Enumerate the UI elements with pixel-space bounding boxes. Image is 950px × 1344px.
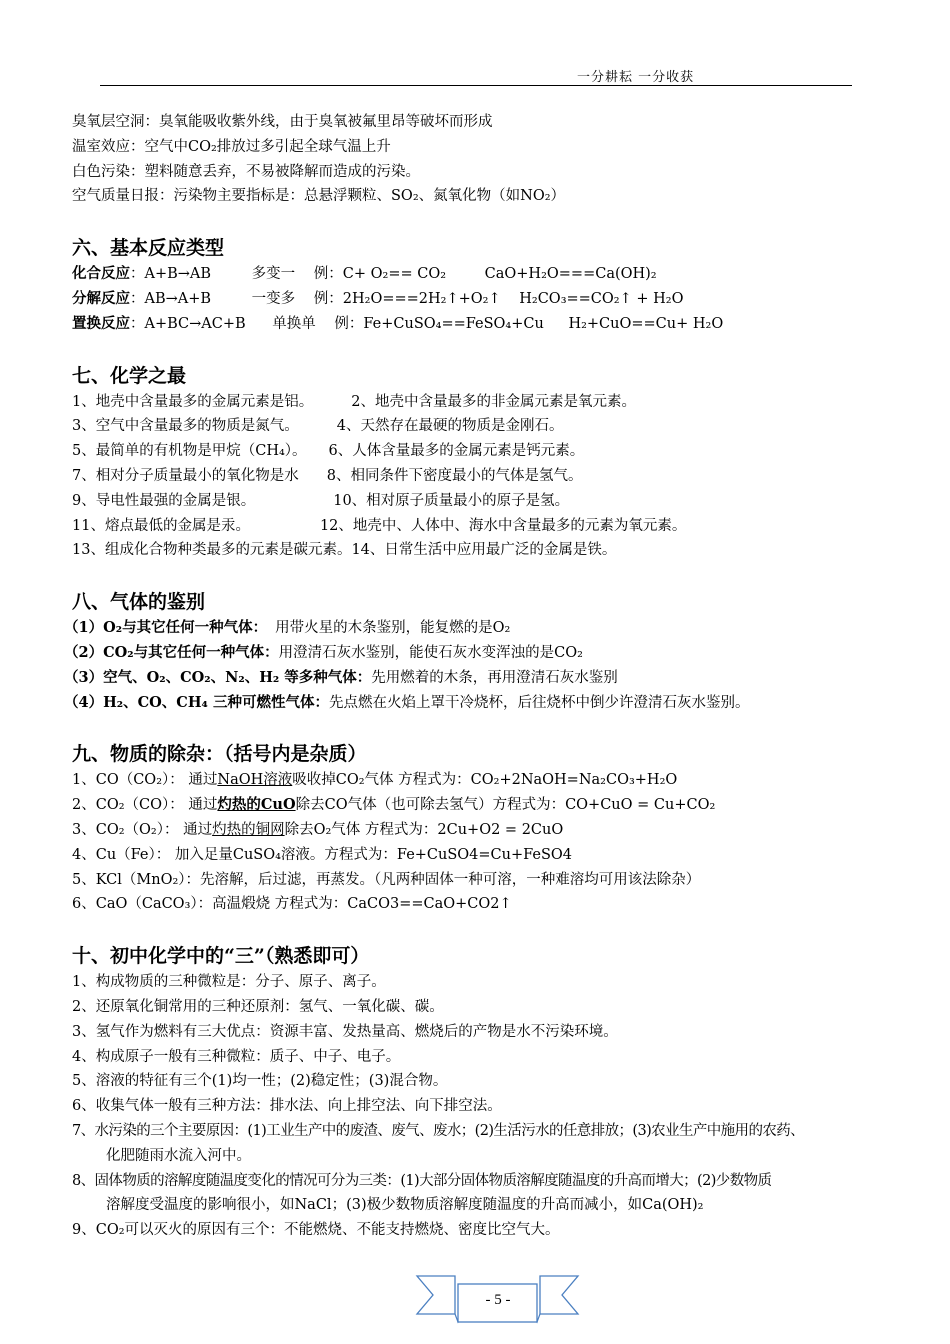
reaction-desc: 单换单 (272, 315, 316, 332)
reaction-example: 例：2H₂O===2H₂↑+O₂↑ (313, 290, 501, 307)
purification-post: 吸收掉CO₂气体 方程式为：CO₂+2NaOH=Na₂CO₃+H₂O (292, 772, 678, 789)
three-item: 7、水污染的三个主要原因：(1)工业生产中的废渣、废气、废水；(2)生活污水的任意排放；(3)农业生产中施用的农药、 (72, 1122, 805, 1139)
superlative-item: 8、相同条件下密度最小的气体是氢气。 (326, 467, 583, 484)
three-item: 3、氢气作为燃料有三大优点：资源丰富、发热量高、燃烧后的产物是水不污染环境。 (72, 1023, 618, 1040)
purification-pre: 1、CO（CO₂）： 通过 (72, 772, 218, 789)
env-line: 空气质量日报：污染物主要指标是：总悬浮颗粒、SO₂、氮氧化物（如NO₂） (72, 188, 566, 205)
superlative-item: 11、熔点最低的金属是汞。 (72, 517, 250, 534)
gas-id-row (64, 691, 912, 716)
reaction-label: 分解反应 (72, 289, 130, 307)
reaction-row (72, 312, 912, 337)
gas-id-row (64, 616, 912, 641)
gas-id-row (64, 641, 912, 666)
purification-row (72, 843, 912, 868)
gas-id-row (64, 666, 912, 691)
superlative-item: 9、导电性最强的金属是银。 (72, 492, 256, 509)
three-item: 2、还原氧化铜常用的三种还原剂：氢气、一氧化碳、碳。 (72, 998, 444, 1015)
reaction-formula: ：A+BC→AC+B (130, 315, 246, 332)
purification-reagent: 灼热的铜网 (212, 821, 285, 838)
superlative-row (72, 439, 912, 464)
three-item-continued (72, 1193, 912, 1218)
env-line: 温室效应：空气中CO₂排放过多引起全球气温上升 (72, 138, 391, 155)
three-item: 4、构成原子一般有三种微粒：质子、中子、电子。 (72, 1048, 401, 1065)
superlative-item: 12、地壳中、人体中、海水中含量最多的元素为氧元素。 (319, 517, 687, 534)
reaction-example-2: CaO+H₂O===Ca(OH)₂ (484, 266, 657, 283)
env-section (72, 110, 912, 209)
three-item: 5、溶液的特征有三个(1)均一性；(2)稳定性；(3)混合物。 (72, 1073, 448, 1090)
section-heading: 十、初中化学中的“三”（熟悉即可） (72, 945, 370, 968)
purification-post: 除去CO气体（也可除去氢气）方程式为：CO+CuO = Cu+CO₂ (295, 797, 716, 814)
reaction-formula: ：A+B→AB (130, 266, 212, 283)
superlative-item: 2、地壳中含量最多的非金属元素是氧元素。 (351, 393, 636, 410)
gas-id-text: 先用燃着的木条，再用澄清石灰水鉴别 (371, 669, 618, 686)
three-item: 1、构成物质的三种微粒是：分子、原子、离子。 (72, 974, 386, 991)
reaction-row (72, 287, 912, 312)
superlative-item: 7、相对分子质量最小的氧化物是水 (72, 467, 299, 484)
env-line: 白色污染：塑料随意丢弃，不易被降解而造成的污染。 (72, 163, 420, 180)
superlative-item: 1、地壳中含量最多的金属元素是铝。 (72, 393, 314, 410)
gas-id-label: （3）空气、O₂、CO₂、N₂、H₂ 等多种气体： (64, 668, 372, 686)
document-body (64, 110, 912, 1243)
reaction-desc: 多变一 (251, 266, 296, 283)
gas-id-label: （4）H₂、CO、CH₄ 三种可燃性气体： (64, 693, 329, 711)
reaction-example-2: H₂+CuO==Cu+ H₂O (568, 315, 724, 332)
purification-row (72, 768, 912, 793)
reaction-desc: 一变多 (251, 290, 296, 307)
gas-id-text: 先点燃在火焰上罩干冷烧杯，后往烧杯中倒少许澄清石灰水鉴别。 (328, 694, 750, 711)
purification-row (72, 818, 912, 843)
section-heading: 六、基本反应类型 (72, 237, 225, 260)
three-item-cont-text: 化肥随雨水流入河中。 (106, 1147, 251, 1164)
three-item: 9、CO₂可以灭火的原因有三个：不能燃烧、不能支持燃烧、密度比空气大。 (72, 1222, 560, 1239)
gas-id-label: （1）O₂与其它任何一种气体： (64, 619, 268, 637)
env-line: 臭氧层空洞：臭氧能吸收紫外线，由于臭氧被氟里昂等破坏而形成 (72, 114, 493, 130)
reaction-label: 化合反应 (72, 265, 130, 283)
superlative-item: 3、空气中含量最多的物质是氮气。 (72, 418, 299, 435)
purification-row (72, 868, 912, 893)
three-item-cont-text: 溶解度受温度的影响很小，如NaCl；(3)极少数物质溶解度随温度的升高而减小，如Ca(OH)₂ (106, 1197, 704, 1214)
reaction-label: 置换反应 (72, 314, 130, 332)
gas-id-label: （2）CO₂与其它任何一种气体： (64, 643, 279, 661)
section-heading: 七、化学之最 (72, 364, 187, 387)
superlative-item: 6、人体含量最多的金属元素是钙元素。 (328, 443, 585, 460)
gas-id-text: 用澄清石灰水鉴别，能使石灰水变浑浊的是CO₂ (278, 644, 583, 661)
superlative-item: 14、日常生活中应用最广泛的金属是铁。 (351, 542, 617, 559)
purification-post: 除去O₂气体 方程式为：2Cu+O2 = 2CuO (284, 821, 564, 838)
purification-reagent: NaOH溶液 (217, 772, 293, 789)
superlative-item: 5、最简单的有机物是甲烷（CH₄）。 (72, 443, 307, 460)
section-heading: 九、物质的除杂：（括号内是杂质） (72, 743, 367, 766)
reaction-formula: ：AB→A+B (130, 290, 212, 307)
purification-pre: 4、Cu（Fe）： 加入足量CuSO₄溶液。方程式为：Fe+CuSO4=Cu+FeSO4 (72, 846, 573, 863)
reaction-example-2: H₂CO₃==CO₂↑ + H₂O (519, 290, 684, 307)
reaction-example: 例：C+ O₂== CO₂ (313, 266, 447, 283)
purification-reagent: 灼热的CuO (217, 796, 296, 814)
superlative-row (72, 514, 912, 539)
purification-pre: 3、CO₂（O₂）： 通过 (72, 821, 213, 838)
superlative-item: 4、天然存在最硬的物质是金刚石。 (336, 418, 564, 435)
superlative-row (72, 489, 912, 514)
superlative-row (72, 390, 912, 415)
superlative-row (72, 414, 912, 439)
header-rule (100, 85, 852, 86)
page-header-text: 一分耕耘 一分收获 (577, 70, 695, 85)
superlative-row (72, 538, 912, 563)
purification-pre: 6、CaO（CaCO₃）：高温煅烧 方程式为：CaCO3==CaO+CO2↑ (72, 896, 512, 913)
purification-row (72, 793, 912, 818)
purification-pre: 2、CO₂（CO）： 通过 (72, 797, 218, 814)
reaction-row (72, 262, 912, 287)
page-number: - 5 - (485, 1292, 511, 1308)
purification-pre: 5、KCl（MnO₂）：先溶解，后过滤，再蒸发。（凡两种固体一种可溶，一种难溶均可用该法除杂） (72, 871, 701, 888)
gas-id-text: 用带火星的木条鉴别，能复燃的是O₂ (275, 620, 511, 637)
three-item: 6、收集气体一般有三种方法：排水法、向上排空法、向下排空法。 (72, 1098, 502, 1115)
superlative-item: 13、组成化合物种类最多的元素是碳元素。 (72, 542, 352, 559)
purification-row (72, 892, 912, 917)
superlative-item: 10、相对原子质量最小的原子是氢。 (333, 492, 570, 509)
superlative-row (72, 464, 912, 489)
reaction-example: 例：Fe+CuSO₄==FeSO₄+Cu (334, 315, 544, 332)
section-heading: 八、气体的鉴别 (72, 591, 206, 614)
three-item-continued (72, 1144, 912, 1169)
three-item: 8、固体物质的溶解度随温度变化的情况可分为三类：(1)大部分固体物质溶解度随温度的升高而增大；(2)少数物质 (72, 1172, 772, 1189)
